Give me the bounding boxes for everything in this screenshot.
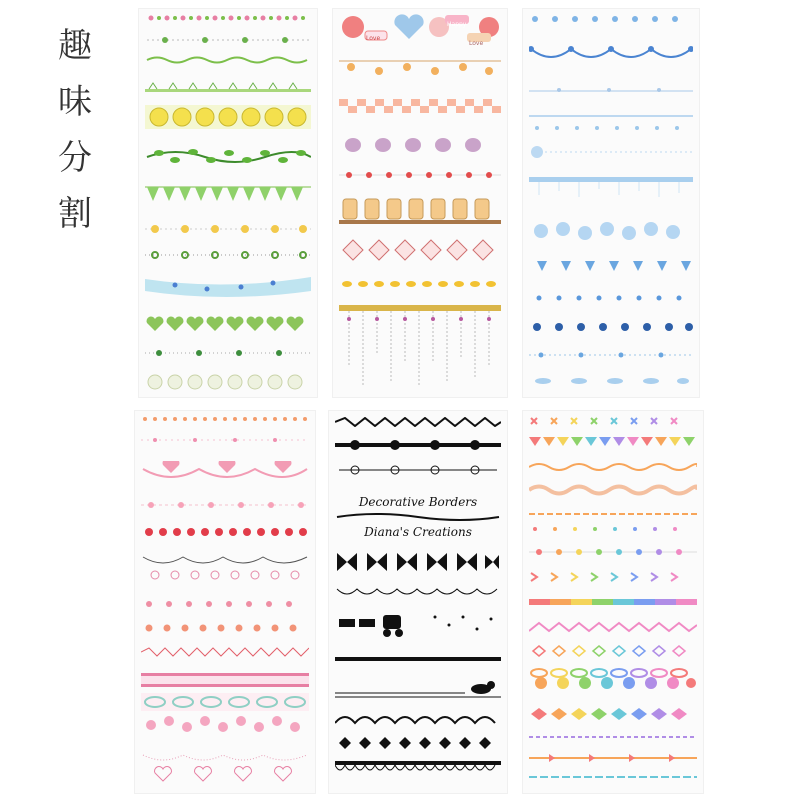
border-cherries — [339, 169, 501, 181]
border-lemon-slices — [145, 105, 311, 129]
border-rainbow-diamonds-outline — [529, 645, 697, 657]
border-pale-circles — [145, 373, 311, 391]
border-vine — [145, 145, 311, 167]
border-blue-stars — [529, 13, 693, 25]
border-music-staff — [145, 273, 311, 299]
border-rainbow-zigzag — [529, 621, 697, 633]
caption-creator: Diana's Creations — [364, 525, 472, 539]
border-candy-dots — [141, 499, 309, 511]
border-rainbow-cross — [529, 417, 697, 425]
border-navy-stars — [529, 321, 693, 333]
border-pink-loops — [141, 693, 309, 711]
border-hanging-charms — [339, 57, 501, 85]
border-horse-carriage — [335, 611, 501, 639]
border-icicles — [529, 177, 693, 199]
border-black-arches — [335, 711, 501, 725]
panel-pink-borders — [134, 410, 316, 794]
border-flourish — [335, 511, 501, 523]
border-blue-line — [529, 113, 693, 119]
border-pink-band — [141, 673, 309, 687]
border-black-scroll — [335, 417, 501, 427]
caption-decorative-borders: Decorative Borders — [358, 495, 478, 509]
border-music-notes — [529, 81, 693, 95]
border-black-fringe — [335, 761, 501, 775]
border-heart-bunting — [141, 553, 309, 583]
panel-black-borders — [328, 410, 508, 794]
border-hanging-hearts — [141, 751, 309, 785]
border-pink-sparkles — [141, 435, 309, 445]
border-yellow-flowers — [145, 223, 311, 235]
border-cherry-blossoms — [141, 713, 309, 737]
border-pink-hearts-swag — [141, 461, 309, 487]
border-rainbow-beads — [529, 547, 697, 557]
panel-blue-borders — [522, 8, 700, 398]
border-clover-dots — [145, 35, 311, 45]
border-teapots — [339, 133, 501, 155]
border-black-butterflies — [335, 551, 501, 573]
sticker-text-love: Love — [366, 35, 381, 42]
panel-nature-borders — [138, 8, 318, 398]
border-jam-jars-shelf — [339, 195, 501, 229]
sheet-title — [50, 18, 100, 242]
border-strawberries — [141, 525, 309, 539]
border-rainbow-circles — [529, 675, 697, 691]
border-rainbow-wave-thin — [529, 461, 697, 473]
sticker-text-happy: Happy — [447, 21, 467, 28]
border-black-scallop — [335, 587, 501, 599]
border-green-rings — [145, 249, 311, 261]
border-clouds — [529, 375, 693, 387]
border-lemons — [339, 279, 501, 289]
border-peach-flowers — [141, 623, 309, 633]
border-rainbow-stitch — [529, 733, 697, 741]
border-grass — [145, 81, 311, 93]
border-rainbow-dots-small — [529, 525, 697, 533]
border-blue-flowers — [529, 219, 693, 243]
border-blue-triangles — [529, 259, 693, 273]
title-char: 趣 — [58, 26, 92, 66]
border-bead-curtain — [339, 305, 501, 389]
border-floral-dots — [141, 599, 309, 609]
border-flower-dots — [145, 13, 311, 23]
border-black-ornament — [335, 439, 501, 451]
title-char: 分 — [58, 138, 92, 178]
border-black-lace — [335, 655, 501, 663]
border-orange-dots — [141, 415, 309, 423]
title-char: 味 — [58, 82, 92, 122]
border-rainbow-diamond-chain — [529, 707, 697, 721]
border-rainbow-chevrons — [529, 571, 697, 583]
border-rainbow-band — [529, 597, 697, 607]
border-cat-on-line — [335, 679, 501, 699]
border-rainbow-bottom — [529, 773, 697, 781]
border-diamond-tiles — [339, 239, 501, 261]
border-love-stickers — [339, 13, 501, 43]
border-rainbow-wave-thick — [529, 483, 697, 497]
border-snowflake-dots — [529, 145, 693, 159]
panel-rainbow-borders — [522, 410, 704, 794]
border-clover — [145, 347, 311, 359]
panel-cute-borders — [332, 8, 508, 398]
border-blue-sparkles — [529, 349, 693, 361]
border-green-hearts — [145, 315, 311, 333]
border-black-diamonds — [335, 737, 501, 749]
border-blue-dots — [529, 123, 693, 133]
border-pennant-flags — [145, 185, 311, 203]
border-leaf-wave — [145, 55, 311, 65]
border-red-wave — [141, 647, 309, 657]
sticker-text-love: Love — [469, 40, 484, 47]
border-small-stars — [529, 293, 693, 303]
title-char: 割 — [58, 194, 92, 234]
border-rainbow-arrows — [529, 753, 697, 763]
border-checker-peach — [339, 99, 501, 113]
border-black-swirl — [335, 463, 501, 477]
border-rainbow-triangles — [529, 437, 697, 447]
border-bow-garland — [529, 45, 693, 67]
border-rainbow-dash — [529, 511, 697, 517]
